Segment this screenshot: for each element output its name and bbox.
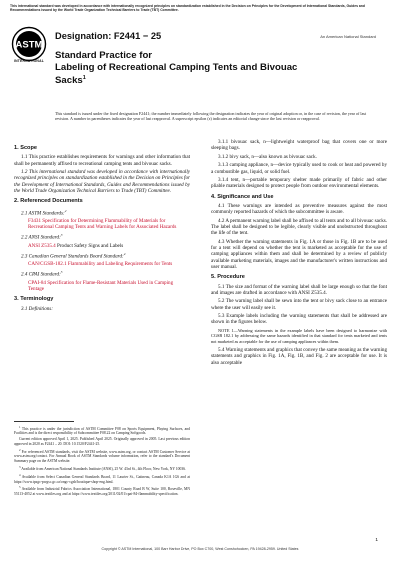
ref-cpai-standard: 2.4 CPAI Standard:$^5$ [21,270,63,278]
paragraph-3-1-3: 3.1.3 camping appliance, n—device typically used to cook or heat and powered by a combustible gas, liquid, or solid fuel. [211,162,387,175]
right-column [211,139,387,368]
footnote-5: $^5$ Available from Industrial Fabrics Association International, 1801 County Road B W, Suite 100, Roseville, MN 55113-4052 at www.textiles.org and at https://www.textiles.org/2011/02/01/cpai-84-flammability-specification. [14,485,190,497]
paragraph-4-2: 4.2 A permanent warning label shall be affixed to all tents and to all bivouac sacks. The label shall be designed to be legible, clearly visible and unobstructed throughout the life of the tent. [211,217,387,237]
paragraph-5-3: 5.3 Example labels including the warning statements that shall be addressed are shown in the figures below. [211,313,387,326]
paragraph-4-3: 4.3 Whether the warning statements in Fig. 1A or those in Fig. 1B are to be used for a tent will depend on whether the tent is marketed as acceptable for the use of camping appliances within them and shall be determined by a review of publicly available marketing materials, images and the manufacturer's written instructions and user manual. [211,238,387,270]
title-line-2: Labeling of Recreational Camping Tents and Bivouac [55,61,298,73]
ref-cgsb-standard: 2.3 Canadian General Standards Board Standard:$^4$ [21,251,126,260]
paragraph-5-2: 5.2 The warning label shall be sewn into the tent or bivy sack close to an entrance where the user will easily see it. [211,298,387,311]
paragraph-3-1-2: 3.1.2 bivy sack, n—also known as bivouac sack. [218,153,317,160]
ref-ansi-standard: 2.2 ANSI Standard:$^3$ [21,233,63,242]
title-line-1: Standard Practice for [55,50,153,61]
ref-astm-standards: 2.1 ASTM Standards:$^2$ [21,208,67,217]
footnote-2: $^2$ For referenced ASTM standards, visit the ASTM website, www.astm.org, or contact ASTM Customer Service at www.astm.org/contact. For Annual Book of ASTM Standards volume information, refer to the standard's Document Summary page on the ASTM website. [14,447,191,463]
logo-label: INTERNATIONAL [13,59,45,63]
footnote-1: $^1$ This practice is under the jurisdiction of ASTM Committee F08 on Sports Equipment, Playing Surfaces, and Facilities and is the direct responsibility of Subcommittee F08.22 on Camping Softgoods. [14,424,190,436]
paragraph-3-1: 3.1 Definitions: [21,305,53,312]
paragraph-1-2: 1.2 This international standard was developed in accordance with internationally recognized principles on standardization established in the Decision on Principles for the Development of International Standards, Guides and Recommendations issued by the World Trade Organization Technical Barriers to Trade (TBT) Committee. [14,169,190,194]
copyright-footer: Copyright © ASTM International, 100 Barr Harbor Drive, PO Box C700, West Conshohocken, PA 19428-2959. United States [101,547,299,551]
left-column [14,141,190,314]
title-line-3: Sacks$^1$ [55,75,86,87]
svg-text:ASTM: ASTM [15,39,43,51]
section-1-heading: 1. Scope [14,145,38,151]
ref-cpai-84[interactable]: CPAI-84 Specification for Flame-Resistant Materials Used in Camping Tentage [28,279,174,293]
paragraph-3-1-1: 3.1.1 bivouac sack, n—lightweight waterproof bag that covers one or more sleeping bags. [211,139,387,152]
astm-logo-icon [11,26,47,62]
section-5-heading: 5. Procedure [211,274,245,281]
issue-note: This standard is issued under the fixed designation F2441; the number immediately following the designation indicates the year of original adoption or, in the case of revision, the year of last revision. A number in parentheses indicates the year of last reapproval. A superscript epsilon (ε) indicates an editorial change since the last revision or reapproval. [55,111,367,122]
page-number: 1 [375,538,378,543]
paragraph-4-1: 4.1 These warnings are intended as preventive measures against the most commonly reported hazards of which the subcommittee is aware. [211,202,387,216]
section-4-heading: 4. Significance and Use [211,193,274,200]
ref-f3431[interactable]: F3431 Specification for Determining Flammability of Materials for Recreational Camping Tents and Warning Labels for Associated Hazards [28,218,177,231]
paragraph-1-1: 1.1 This practice establishes requirements for warnings and other information that shall be permanently affixed to recreational camping tents and bivouac sacks. [14,154,190,167]
paragraph-5-1: 5.1 The size and format of the warning label shall be large enough so that the font and images are drafted in accordance with ANSI Z535.4. [211,283,387,296]
footnote-3: $^3$ Available from American National Standards Institute (ANSI), 25 W. 43rd St., 4th Floor, New York, NY 10036. [19,464,186,472]
document-title [55,50,355,87]
note-1: NOTE 1—Warning statements in the example labels have been designed to harmonize with CGSB 182.1 by addressing the same hazards identified in that standard for tents marketed and tents not marketed as acceptable for the use of camping appliances within them. [211,327,387,344]
paragraph-5-4: 5.4 Warning statements and graphics that convey the same meaning as the warning statements and graphics in Fig. 1A, Fig. 1B, and Fig. 2 are acceptable for use. It is also acceptable [211,347,387,366]
american-national-standard-label: An American National Standard [320,34,376,39]
international-standard-note: This international standard was developed in accordance with internationally recognized principles on standardization established in the Decision on Principles for the Development of International Standards, Guides and Recommendations issued by the World Trade Organization Technical Barriers to Trade (TBT) Committee. [10,4,365,13]
footnote-edition: Current edition approved April 1, 2025. Published April 2025. Originally approved in 2005. Last previous edition approved in 2020 as F2441 – 20. DOI: 10.1520/F2441-25. [14,437,190,446]
footnote-rule [14,421,74,422]
paragraph-3-1-4: 3.1.4 tent, n—portable temporary shelter made primarily of fabric and other pliable materials designed to protect people from outdoor environmental elements. [211,177,387,190]
footnote-4: $^4$ Available from Select Canadian General Standards Board, 11 Laurier St., Gatineau, Canada K1A 1G6 and at https://www.tpsgc-pwgsc.gc.ca/ongc-cgsb/boutique-shop-eng.html. [14,472,190,484]
designation: Designation: F2441 − 25 [55,31,162,41]
section-2-heading: 2. Referenced Documents [14,198,83,205]
ref-ansi-z535[interactable]: ANSI Z535.4 Product Safety Signs and Labels [28,242,124,249]
title-footnote-mark: 1 [82,75,86,82]
footnotes [14,421,190,498]
ref-can-cgsb[interactable]: CAN/CGSB-182.1 Flammability and Labeling Requirements for Tents [28,261,173,268]
section-3-heading: 3. Terminology [14,296,54,303]
